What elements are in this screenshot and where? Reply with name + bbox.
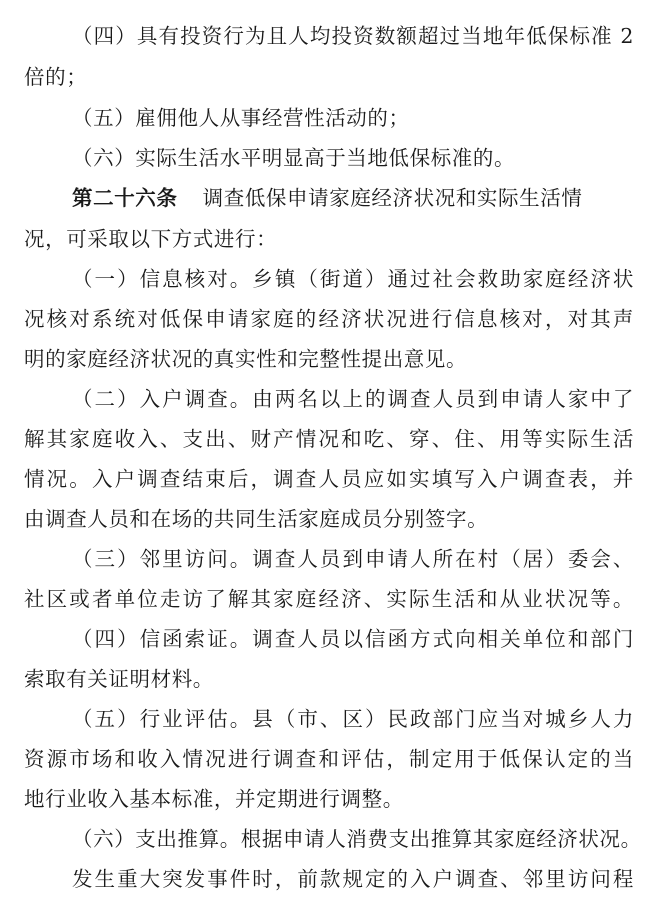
text-line: 倍的； — [24, 65, 88, 89]
text-line: 索取有关证明材料。 — [24, 667, 214, 691]
text-line: 资源市场和收入情况进行调查和评估，制定用于低保认定的当 — [24, 747, 634, 771]
text-line: 况核对系统对低保申请家庭的经济状况进行信息核对，对其声 — [24, 307, 634, 331]
text-line: 明的家庭经济状况的真实性和完整性提出意见。 — [24, 347, 468, 371]
text-line: （一）信息核对。乡镇（街道）通过社会救助家庭经济状 — [72, 267, 634, 291]
text-line: （三）邻里访问。调查人员到申请人所在村（居）委会、 — [72, 547, 634, 571]
text-line: （五）行业评估。县（市、区）民政部门应当对城乡人力 — [72, 707, 634, 731]
text-line: 地行业收入基本标准，并定期进行调整。 — [24, 787, 404, 811]
text-line: 社区或者单位走访了解其家庭经济、实际生活和从业状况等。 — [24, 587, 634, 611]
text-line: （六）支出推算。根据申请人消费支出推算其家庭经济状况。 — [72, 827, 642, 851]
text-line: 况，可采取以下方式进行： — [24, 227, 278, 251]
text-line: 情况。入户调查结束后，调查人员应如实填写入户调查表，并 — [24, 467, 634, 491]
text-line: （五）雇佣他人从事经营性活动的； — [72, 106, 410, 130]
text-line: （四）具有投资行为且人均投资数额超过当地年低保标准 2 — [72, 24, 634, 48]
text-line: （二）入户调查。由两名以上的调查人员到申请人家中了 — [72, 387, 634, 411]
text-line: 解其家庭收入、支出、财产情况和吃、穿、住、用等实际生活 — [24, 427, 634, 451]
text-line: 发生重大突发事件时，前款规定的入户调查、邻里访问程 — [72, 867, 634, 891]
article-heading: 第二十六条 — [72, 186, 178, 210]
text-line: 调查低保申请家庭经济状况和实际生活情 — [202, 186, 583, 210]
article-line — [72, 180, 634, 216]
text-line: 由调查人员和在场的共同生活家庭成员分别签字。 — [24, 507, 489, 531]
text-line: （六）实际生活水平明显高于当地低保标准的。 — [72, 146, 516, 170]
text-line: （四）信函索证。调查人员以信函方式向相关单位和部门 — [72, 627, 634, 651]
